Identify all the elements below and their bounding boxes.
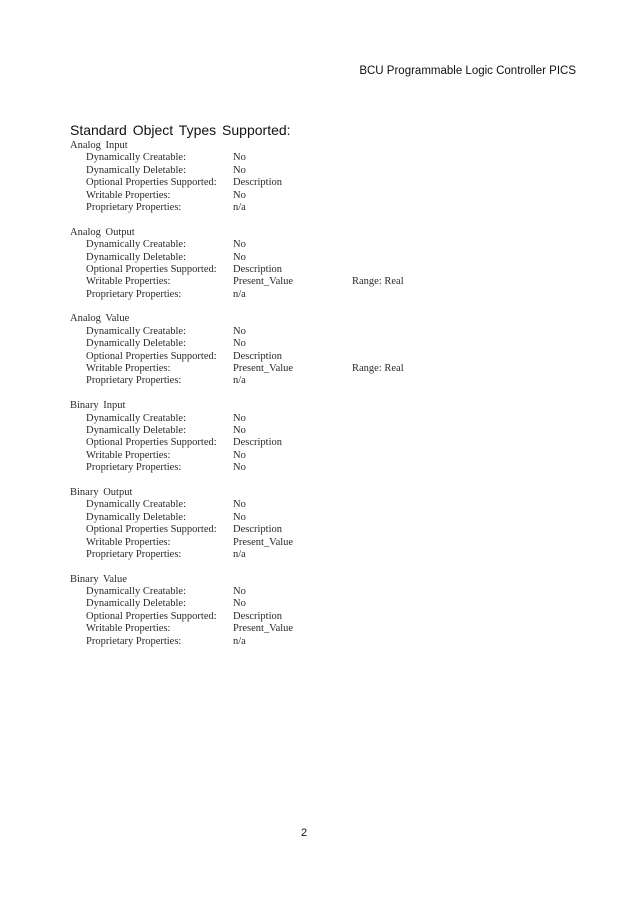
- property-label: Proprietary Properties:: [86, 462, 182, 474]
- property-label: Dynamically Creatable:: [86, 239, 187, 251]
- property-value: No: [233, 164, 246, 176]
- property-value: No: [233, 325, 246, 337]
- property-label: Writable Properties:: [86, 189, 171, 201]
- property-row: [70, 276, 570, 288]
- property-label: Writable Properties:: [86, 623, 171, 635]
- property-label: Dynamically Deletable:: [86, 424, 187, 436]
- property-label: Dynamically Creatable:: [86, 412, 187, 424]
- property-row: [70, 598, 570, 610]
- property-label: Dynamically Creatable:: [86, 325, 187, 337]
- object-title: Binary Value: [70, 573, 127, 585]
- property-row: [70, 413, 570, 425]
- property-row: [70, 177, 570, 189]
- object-block-analog-output: [70, 227, 570, 301]
- property-value: No: [233, 152, 246, 164]
- property-value: n/a: [233, 548, 246, 560]
- property-label: Writable Properties:: [86, 363, 171, 375]
- property-label: Proprietary Properties:: [86, 375, 182, 387]
- property-row: [70, 425, 570, 437]
- object-block-analog-value: [70, 313, 570, 387]
- property-label: Dynamically Creatable:: [86, 152, 187, 164]
- property-value: Description: [233, 437, 282, 449]
- property-value: No: [233, 424, 246, 436]
- property-range: Range: Real: [352, 363, 404, 375]
- property-value: No: [233, 449, 246, 461]
- property-value: n/a: [233, 375, 246, 387]
- property-value: No: [233, 586, 246, 598]
- property-label: Optional Properties Supported:: [86, 524, 217, 536]
- property-label: Dynamically Deletable:: [86, 338, 187, 350]
- object-block-binary-value: [70, 574, 570, 648]
- property-row: [70, 375, 570, 387]
- section-heading: Standard Object Types Supported:: [70, 122, 291, 138]
- property-label: Dynamically Deletable:: [86, 251, 187, 263]
- property-value: Description: [233, 524, 282, 536]
- property-value: No: [233, 189, 246, 201]
- property-label: Dynamically Deletable:: [86, 511, 187, 523]
- property-row: [70, 537, 570, 549]
- property-value: n/a: [233, 635, 246, 647]
- object-title: Analog Output: [70, 226, 135, 238]
- property-range: Range: Real: [352, 276, 404, 288]
- property-row: [70, 512, 570, 524]
- property-row: [70, 499, 570, 511]
- property-row: [70, 524, 570, 536]
- property-value: Present_Value: [233, 623, 294, 635]
- property-label: Optional Properties Supported:: [86, 177, 217, 189]
- property-label: Optional Properties Supported:: [86, 350, 217, 362]
- property-label: Proprietary Properties:: [86, 635, 182, 647]
- property-row: [70, 202, 570, 214]
- object-title: Binary Input: [70, 400, 126, 412]
- property-row: [70, 326, 570, 338]
- property-row: [70, 636, 570, 648]
- property-value: n/a: [233, 201, 246, 213]
- property-value: No: [233, 251, 246, 263]
- property-value: No: [233, 239, 246, 251]
- property-label: Writable Properties:: [86, 449, 171, 461]
- property-row: [70, 289, 570, 301]
- property-value: No: [233, 462, 246, 474]
- property-row: [70, 239, 570, 251]
- property-value: Description: [233, 263, 282, 275]
- property-value: n/a: [233, 288, 246, 300]
- property-value: No: [233, 511, 246, 523]
- property-value: Description: [233, 610, 282, 622]
- property-label: Proprietary Properties:: [86, 548, 182, 560]
- property-label: Dynamically Deletable:: [86, 164, 187, 176]
- property-value: Present_Value: [233, 363, 294, 375]
- page-number: 2: [300, 827, 308, 839]
- property-row: [70, 623, 570, 635]
- property-label: Proprietary Properties:: [86, 288, 182, 300]
- property-value: No: [233, 338, 246, 350]
- property-label: Optional Properties Supported:: [86, 610, 217, 622]
- property-row: [70, 338, 570, 350]
- object-block-binary-output: [70, 487, 570, 561]
- property-label: Writable Properties:: [86, 536, 171, 548]
- property-value: Description: [233, 350, 282, 362]
- object-title: Analog Input: [70, 140, 128, 151]
- object-block-analog-input: [70, 140, 570, 214]
- object-block-binary-input: [70, 400, 570, 474]
- property-label: Dynamically Creatable:: [86, 499, 187, 511]
- property-row: [70, 363, 570, 375]
- property-label: Proprietary Properties:: [86, 201, 182, 213]
- property-value: Description: [233, 177, 282, 189]
- property-row: [70, 462, 570, 474]
- property-label: Dynamically Creatable:: [86, 586, 187, 598]
- property-row: [70, 586, 570, 598]
- property-row: [70, 190, 570, 202]
- property-value: No: [233, 598, 246, 610]
- property-value: Present_Value: [233, 276, 294, 288]
- property-label: Dynamically Deletable:: [86, 598, 187, 610]
- property-row: [70, 549, 570, 561]
- property-value: Present_Value: [233, 536, 294, 548]
- page-header-title: BCU Programmable Logic Controller PICS: [359, 65, 576, 77]
- object-title: Analog Value: [70, 313, 130, 325]
- property-row: [70, 437, 570, 449]
- property-row: [70, 152, 570, 164]
- property-value: No: [233, 412, 246, 424]
- property-label: Optional Properties Supported:: [86, 437, 217, 449]
- object-types-list: [70, 140, 570, 660]
- property-value: No: [233, 499, 246, 511]
- property-label: Writable Properties:: [86, 276, 171, 288]
- property-row: [70, 165, 570, 177]
- property-row: [70, 264, 570, 276]
- object-title: Binary Output: [70, 486, 133, 498]
- property-row: [70, 450, 570, 462]
- property-row: [70, 252, 570, 264]
- property-row: [70, 351, 570, 363]
- property-row: [70, 611, 570, 623]
- property-label: Optional Properties Supported:: [86, 263, 217, 275]
